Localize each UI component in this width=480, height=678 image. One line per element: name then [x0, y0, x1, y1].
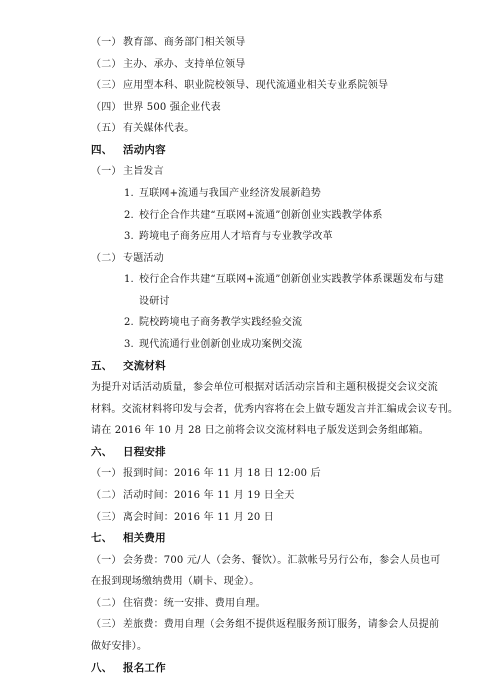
item-marker: （三）	[91, 512, 122, 523]
item-marker: 1.	[124, 188, 134, 199]
schedule-item	[91, 511, 274, 524]
section-title: 报名工作	[123, 662, 166, 674]
item-text: 差旅费：费用自理（会务组不提供返程服务预订服务，请参会人员提前	[123, 619, 440, 630]
section-heading	[91, 446, 166, 459]
item-marker: （一）	[91, 37, 122, 48]
item-marker: （一）	[91, 468, 122, 479]
item-marker: （二）	[91, 253, 122, 264]
item-text: 应用型本科、职业院校领导、现代流通业相关专业系院领导	[123, 80, 389, 91]
fee-item-continuation: 在报到现场缴纳费用（刷卡、现金）。	[91, 576, 260, 587]
item-text: 住宿费：统一安排、费用自理。	[123, 598, 266, 609]
item-text: 院校跨境电子商务教学实践经验交流	[139, 317, 303, 328]
section-marker: 五、	[91, 360, 113, 372]
item-text: 专题活动	[123, 253, 164, 264]
attendee-item	[91, 101, 221, 114]
item-text: 主旨发言	[123, 166, 164, 177]
fee-item	[91, 618, 439, 631]
item-marker: 1.	[124, 274, 134, 285]
item-text: 活动时间：2016 年 11 月 19 日全天	[123, 490, 295, 501]
item-text: 跨境电子商务应用人才培育与专业教学改革	[139, 231, 333, 242]
section-heading	[91, 144, 166, 157]
section-marker: 六、	[91, 446, 113, 458]
section-title: 交流材料	[123, 360, 166, 372]
item-text: 有关媒体代表。	[123, 123, 195, 134]
section-heading	[91, 662, 166, 675]
list-item	[124, 230, 333, 243]
paragraph-line: 请在 2016 年 10 月 28 日之前将会议交流材料电子版发送到会务组邮箱。	[91, 425, 429, 436]
item-text: 互联网+流通与我国产业经济发展新趋势	[139, 188, 321, 199]
item-text: 会务费：700 元/人（会务、餐饮）。汇款帐号另行公布，参会人员也可	[123, 555, 441, 566]
schedule-item	[91, 489, 294, 502]
item-marker: （二）	[91, 59, 122, 70]
paragraph-line: 材料。交流材料将印发与会者，优秀内容将在会上做专题发言并汇编成会议专刊。	[91, 404, 459, 415]
attendee-item	[91, 79, 388, 92]
section-title: 相关费用	[123, 532, 166, 544]
list-item-continuation: 设研讨	[139, 296, 170, 307]
item-text: 主办、承办、支持单位领导	[123, 59, 246, 70]
attendee-item	[91, 58, 245, 71]
section-title: 日程安排	[123, 446, 166, 458]
item-marker: （一）	[91, 166, 122, 177]
fee-item	[91, 597, 266, 610]
item-marker: 2.	[124, 210, 134, 221]
section-marker: 七、	[91, 532, 113, 544]
section-heading	[91, 360, 166, 373]
item-text: 报到时间：2016 年 11 月 18 日 12:00 后	[123, 468, 321, 479]
section-heading	[91, 532, 166, 545]
fee-item-continuation: 做好安排）。	[91, 641, 148, 652]
list-item	[124, 209, 383, 222]
schedule-item	[91, 467, 321, 480]
paragraph-line: 为提升对话活动质量，参会单位可根据对话活动宗旨和主题积极提交会议交流	[91, 382, 438, 393]
fee-item	[91, 554, 440, 567]
item-text: 现代流通行业创新创业成功案例交流	[139, 339, 303, 350]
item-marker: （五）	[91, 123, 122, 134]
item-marker: 3.	[124, 339, 134, 350]
item-marker: （二）	[91, 598, 122, 609]
section-marker: 八、	[91, 662, 113, 674]
list-item	[124, 273, 444, 286]
item-marker: （三）	[91, 619, 122, 630]
attendee-item	[91, 122, 194, 135]
subsection-heading	[91, 252, 164, 265]
list-item	[124, 338, 302, 351]
section-marker: 四、	[91, 144, 113, 156]
item-marker: 3.	[124, 231, 134, 242]
item-marker: （四）	[91, 102, 122, 113]
item-marker: 2.	[124, 317, 134, 328]
attendee-item	[91, 36, 245, 49]
item-marker: （二）	[91, 490, 122, 501]
subsection-heading	[91, 165, 164, 178]
item-text: 世界 500 强企业代表	[123, 102, 221, 113]
item-text: 校行企合作共建“互联网+流通”创新创业实践教学体系课题发布与建	[139, 274, 444, 285]
item-text: 教育部、商务部门相关领导	[123, 37, 246, 48]
item-marker: （三）	[91, 80, 122, 91]
item-text: 校行企合作共建“互联网+流通”创新创业实践教学体系	[139, 210, 383, 221]
item-marker: （一）	[91, 555, 122, 566]
item-text: 离会时间：2016 年 11 月 20 日	[123, 512, 274, 523]
section-title: 活动内容	[123, 144, 166, 156]
list-item	[124, 316, 302, 329]
list-item	[124, 187, 321, 200]
